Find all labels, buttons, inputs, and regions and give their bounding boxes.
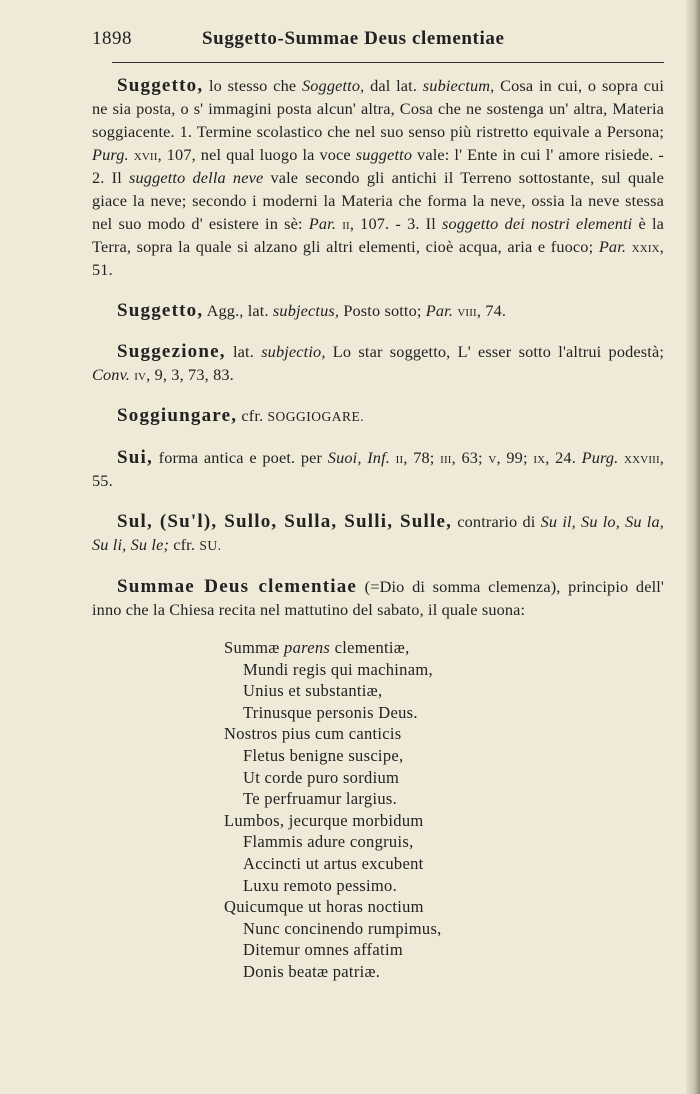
hymn-line: Unius et substantiæ,	[243, 681, 383, 701]
hymn-line: Luxu remoto pessimo.	[243, 875, 398, 895]
hymn-line: Donis beatæ patriæ.	[243, 961, 381, 981]
entry-suggezione: Suggezione, lat. subjectio, Lo star soggetto, L' esser sotto l'altrui podestà; Conv. iv, 9, 3, 73, 83.	[92, 341, 664, 384]
cross-reference: SOGGIOGARE.	[267, 409, 365, 424]
citation-canto: ix	[533, 448, 546, 467]
entry-sul: Sul, (Su'l), Sullo, Sulla, Sulli, Sulle, contrario di Su il, Su lo, Su la, Su li, Su le; cfr. SU.	[92, 511, 664, 554]
headword: Suggetto,	[117, 75, 204, 96]
entry-summae-deus-clementiae: Summae Deus clementiae (=Dio di somma clemenza), principio dell' inno che la Chiesa recita nel mattutino del sabato, il quale suona:	[92, 576, 664, 619]
page-number: 1898	[92, 28, 132, 49]
citation-canto: iv	[134, 365, 147, 384]
citation-canto: iii	[440, 448, 452, 467]
headword: Sul, (Su'l), Sullo, Sulla, Sulli, Sulle,	[117, 511, 453, 532]
hymn-line: Te perfruamur largius.	[243, 789, 398, 809]
hymn-line: Summæ parens clementiæ,	[224, 638, 410, 657]
dictionary-page	[92, 28, 664, 983]
hymn-line: Mundi regis qui machinam,	[243, 659, 433, 679]
citation-canto: xvii	[133, 145, 158, 164]
cross-reference: SU.	[199, 538, 222, 553]
citation-canto: ii	[395, 448, 404, 467]
hymn-line: Nostros pius cum canticis	[224, 724, 402, 744]
headword: Suggetto,	[117, 300, 204, 321]
citation-canto: xxix	[631, 237, 660, 256]
running-title: Suggetto-Summae Deus clementiae	[202, 28, 505, 49]
hymn-line: Quicumque ut horas noctium	[224, 897, 424, 917]
hymn-line: Ditemur omnes affatim	[243, 940, 403, 960]
citation-canto: viii	[457, 301, 477, 320]
page-header	[92, 28, 664, 62]
headword: Summae Deus clementiae	[117, 576, 358, 597]
citation-work: Par.	[425, 301, 454, 320]
headword: Sui,	[117, 447, 153, 468]
hymn-text	[224, 637, 664, 983]
citation-work: Par.	[308, 214, 337, 233]
header-rule	[112, 62, 664, 63]
hymn-line: Nunc concinendo rumpimus,	[243, 918, 442, 938]
hymn-line: Flammis adure congruis,	[243, 832, 414, 852]
citation-canto: xxviii	[624, 448, 660, 467]
entry-suggetto-agg: Suggetto, Agg., lat. subjectus, Posto sotto; Par. viii, 74.	[117, 300, 507, 321]
citation-work: Inf.	[367, 448, 390, 467]
hymn-line: Accincti ut artus excubent	[243, 853, 424, 873]
headword: Suggezione,	[117, 341, 226, 362]
citation-canto: v	[488, 448, 497, 467]
entry-suggetto: Suggetto, lo stesso che Soggetto, dal lat. subiectum, Cosa in cui, o sopra cui ne sia posta, o s' immagini posta alcun' altra, Cosa che ne sostenga un' altra, Materia soggiacente. 1. Termine scolastico che nel suo senso più ristretto equivale a Persona; Purg. xvii, 107, nel qual luogo la voce suggetto vale: l' Ente in cui l' amore risiede. - 2. Il suggetto della neve vale secondo gli antichi il Terreno sottostante, sul quale giace la neve; secondo i moderni la Materia che forma la neve, ossia la neve stessa nel suo modo d' esistere in sè: Par. ii, 107. - 3. Il soggetto dei nostri elementi è la Terra, sopra la quale si alzano gli altri elementi, cioè acqua, aria e fuoco; Par. xxix, 51.	[92, 75, 665, 279]
hymn-line: Ut corde puro sordium	[243, 767, 400, 787]
citation-work: Par.	[598, 237, 627, 256]
citation-work: Purg.	[581, 448, 619, 467]
citation-canto: ii	[342, 214, 350, 233]
hymn-line: Trinusque personis Deus.	[243, 702, 418, 722]
citation-work: Purg.	[92, 145, 129, 164]
hymn-line: Fletus benigne suscipe,	[243, 745, 404, 765]
citation-work: Conv.	[92, 365, 130, 384]
entry-sui: Sui, forma antica e poet. per Suoi, Inf. ii, 78; iii, 63; v, 99; ix, 24. Purg. xxviii, 55.	[92, 447, 665, 490]
page-edge-shadow	[686, 0, 700, 1094]
headword: Soggiungare,	[117, 405, 238, 426]
entry-soggiungare: Soggiungare, cfr. SOGGIOGARE.	[117, 405, 365, 426]
hymn-line: Lumbos, jecurque morbidum	[224, 810, 424, 830]
